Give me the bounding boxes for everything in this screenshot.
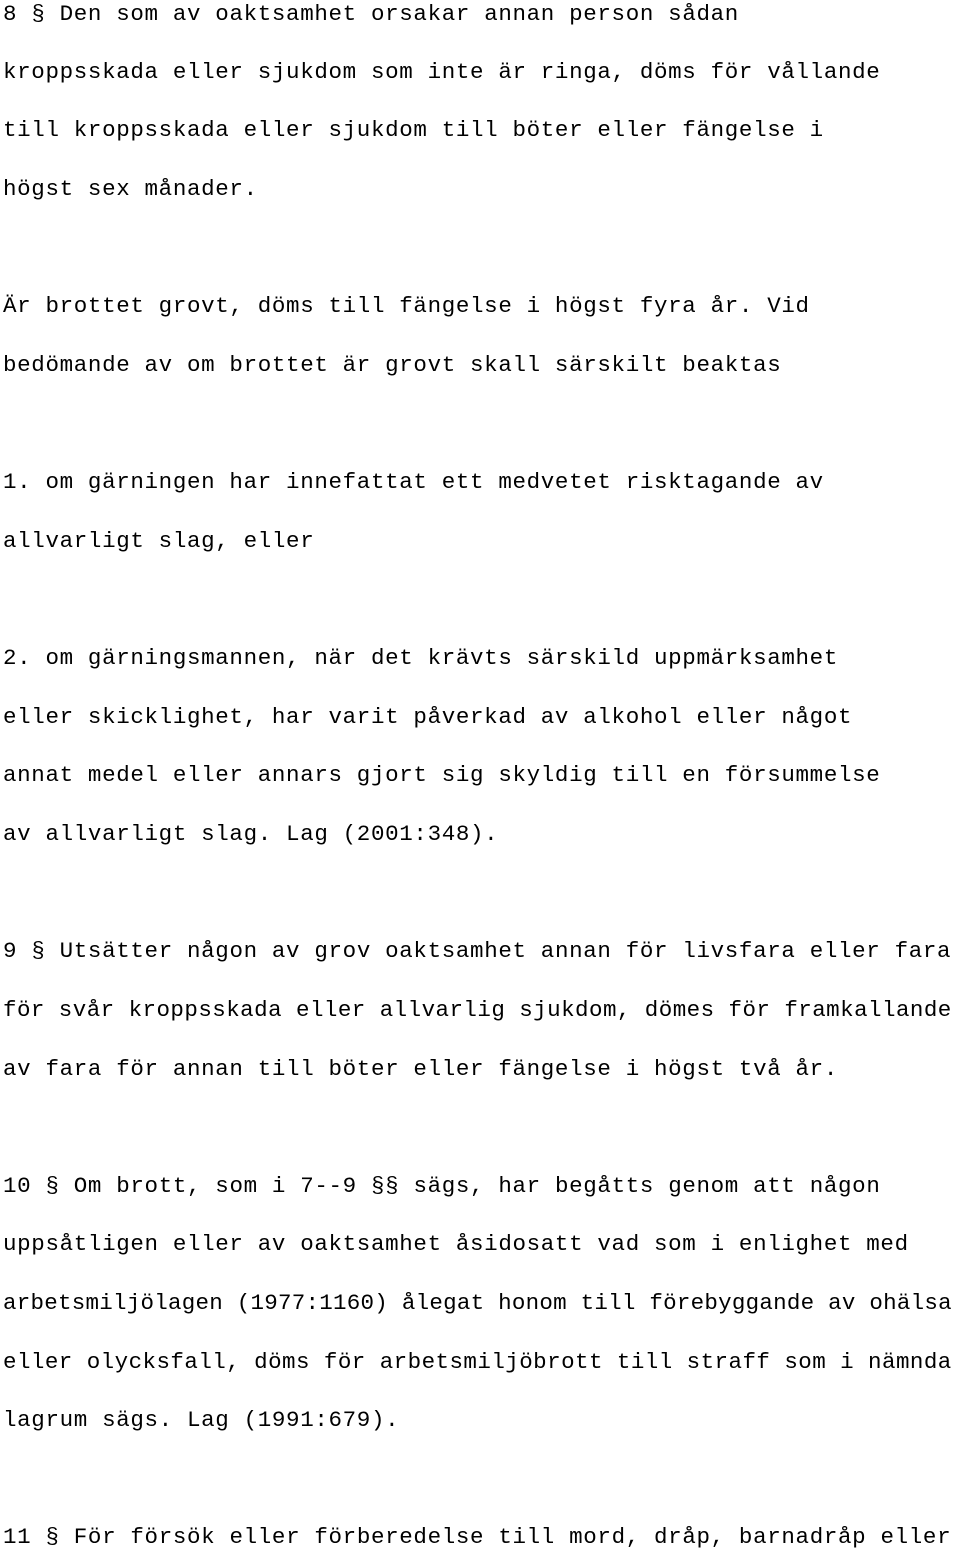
- section-text: Den som av oaktsamhet orsakar annan person sådan: [59, 1, 739, 27]
- section-8-line: till kroppsskada eller sjukdom till böter eller fängelse i: [3, 117, 824, 143]
- section-11-heading-line: [3, 1523, 951, 1551]
- section-9-heading-line: [3, 937, 951, 965]
- section-text: Utsätter någon av grov oaktsamhet annan för livsfara eller fara: [59, 938, 952, 964]
- section-number: 11: [3, 1524, 32, 1550]
- section-10-heading-line: [3, 1172, 880, 1200]
- section-double-sign: §§: [370, 1173, 400, 1199]
- section-10-line: eller olycksfall, döms för arbetsmiljöbrott till straff som i nämnda: [3, 1349, 952, 1375]
- section-8-item-2-line: av allvarligt slag. Lag (2001:348).: [3, 821, 499, 847]
- section-10-line: arbetsmiljölagen (1977:1160) ålegat honom till förebyggande av ohälsa: [3, 1290, 952, 1316]
- section-8-item-1-line: 1. om gärningen har innefattat ett medvetet risktagande av: [3, 469, 824, 495]
- section-text: Om brott, som i 7--9: [73, 1173, 357, 1199]
- section-8-heading-line: [3, 0, 739, 28]
- section-text: sägs, har begåtts genom att någon: [413, 1173, 881, 1199]
- section-8-paragraph-2-line: Är brottet grovt, döms till fängelse i högst fyra år. Vid: [3, 293, 810, 319]
- section-10-line: uppsåtligen eller av oaktsamhet åsidosatt vad som i enlighet med: [3, 1231, 909, 1257]
- section-8-line: högst sex månader.: [3, 176, 258, 202]
- section-10-line: lagrum sägs. Lag (1991:679).: [3, 1407, 400, 1433]
- section-8-line: kroppsskada eller sjukdom som inte är ringa, döms för vållande: [3, 59, 881, 85]
- section-sign: §: [45, 1173, 60, 1199]
- section-sign: §: [31, 938, 46, 964]
- section-8-item-1-line: allvarligt slag, eller: [3, 528, 315, 554]
- section-8-item-2-line: 2. om gärningsmannen, när det krävts särskild uppmärksamhet: [3, 645, 838, 671]
- section-9-line: av fara för annan till böter eller fängelse i högst två år.: [3, 1056, 838, 1082]
- section-9-line: för svår kroppsskada eller allvarlig sjukdom, dömes för framkallande: [3, 997, 952, 1023]
- section-sign: §: [31, 1, 46, 27]
- section-8-item-2-line: annat medel eller annars gjort sig skyldig till en försummelse: [3, 762, 881, 788]
- section-number: 10: [3, 1173, 32, 1199]
- section-sign: §: [45, 1524, 60, 1550]
- section-number: 8: [3, 1, 18, 27]
- section-8-item-2-line: eller skicklighet, har varit påverkad av alkohol eller något: [3, 704, 853, 730]
- section-number: 9: [3, 938, 18, 964]
- section-8-paragraph-2-line: bedömande av om brottet är grovt skall särskilt beaktas: [3, 352, 782, 378]
- section-text: För försök eller förberedelse till mord, dråp, barnadråp eller: [73, 1524, 952, 1550]
